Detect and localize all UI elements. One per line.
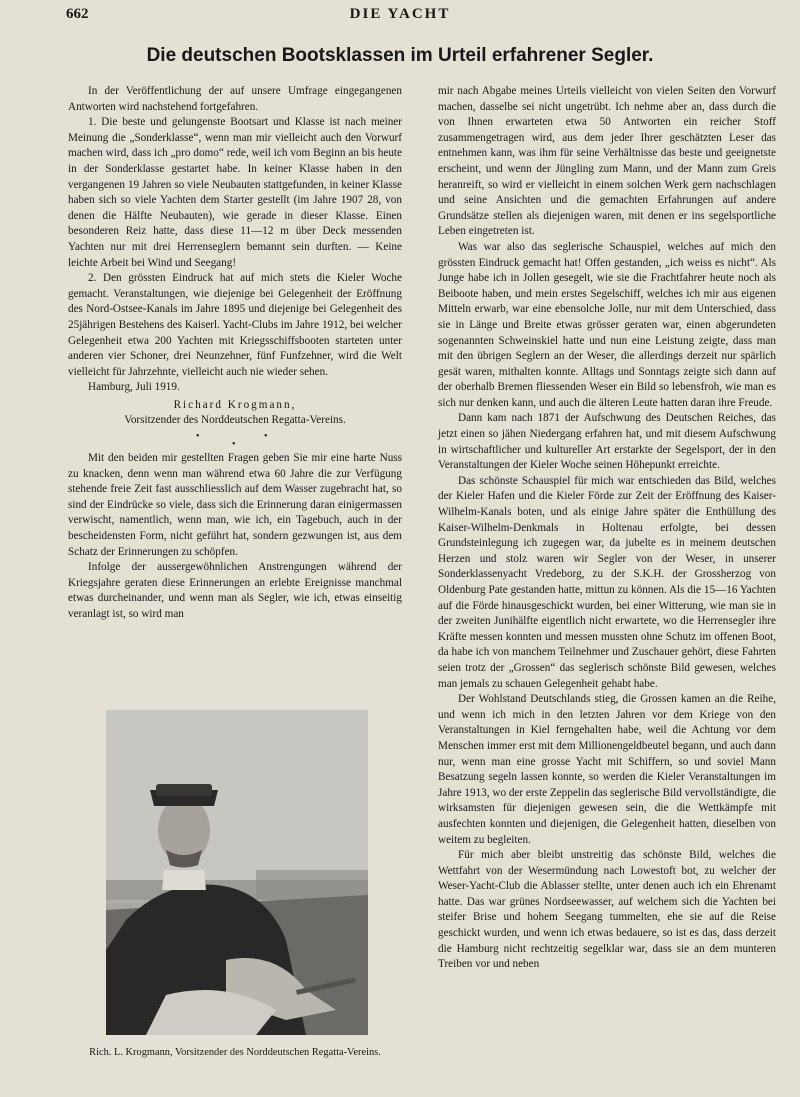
article-title: Die deutschen Bootsklassen im Urteil erfahrener Segler. — [146, 45, 654, 66]
paragraph: 1. Die beste und gelungenste Bootsart und Klasse ist nach meiner Meinung die „Sonderklasse“, wenn man mir vielleicht auch den Vorwurf machen wird, dass ich „pro domo“ rede, weil ich vom Beginn an bis heute in der Sonderklasse gestartet habe. In keiner Klasse haben in den vergangenen 19 Jahren so viele Neubauten stattgefunden, in keiner Klasse haben sich so viele Yachten dem Starter gestellt (im Jahre 1907 28, von denen die Hälfte Neubauten), wie gerade in dieser Klasse. Einen besonderen Reiz hatte, dass diese 11—12 m über Deck messenden Yachten nur mit drei Herrenseglern bemannt sein durften. — Keine leichte Arbeit bei Wind und Seegang! — [68, 116, 402, 269]
separator-dot: • — [264, 431, 268, 443]
separator-dot: • — [196, 431, 200, 443]
paragraph: Für mich aber bleibt unstreitig das schönste Bild, welches die Wettfahrt von der Wesermündung nach Lowestoft bot, zu welcher der Weser-Yacht-Club die Ablasser stellte, unter denen auch ich ein Ehrenamt hatte. Das war grünes Nordseewasser, auf welchem sich die Yachten bei steifer Brise und hohem Seegang tummelten, ehe sie auf die Reise geschickt wurden, und wenn ich etwas bedauere, so ist es das, dass derzeit die Hamburg nicht rechtzeitig segelklar war, dass sie an dem munteren Treiben vor und neben — [438, 849, 776, 971]
paragraph: Dann kam nach 1871 der Aufschwung des Deutschen Reiches, das jetzt einen so jähen Niedergang erfahren hat, und mit diesem Aufschwung in wirtschaftlicher und kultureller Art erstarkte der Segelsport, der in den Veranstaltungen der Kieler Woche seinen Höhepunkt erreichte. — [438, 412, 776, 472]
right-column — [438, 84, 776, 973]
paragraph: Infolge der aussergewöhnlichen Anstrengungen während der Kriegsjahre geraten diese Erinnerungen an erlebte Ereignisse manchmal etwas durcheinander, und wenn man als Segler, wie ich, etwas einseitig veranlagt ist, so wird man — [68, 561, 402, 620]
paragraph: In der Veröffentlichung der auf unsere Umfrage eingegangenen Antworten wird nachstehend fortgefahren. — [68, 85, 402, 113]
dateline: Hamburg, Juli 1919. — [88, 381, 180, 394]
paragraph: Der Wohlstand Deutschlands stieg, die Grossen kamen an die Reihe, und wenn ich mich in den letzten Jahren vor dem Kriege von den Veranstaltungen in Kiel ferngehalten habe, weil die Achtung vor dem Menschen immer erst mit dem Millionengeldbeutel begann, und auch dann nur, wenn man eine grosse Yacht mit Schiffern, so und soviel Mann Besatzung segeln lassen konnte, so werden die Kieler Veranstaltungen im Jahre 1913, wo der erste Zeppelin das seglerische Bild vervollständigte, die wirksamsten für diejenigen gewesen sein, die die Wettkämpfe mit ausfechten konnten und diejenigen, die Gelegenheit hatten, dieselben von weitem zu begleiten. — [438, 693, 777, 846]
photo-caption: Rich. L. Krogmann, Vorsitzender des Norddeutschen Regatta-Vereins. — [89, 1047, 381, 1058]
signature-role: Vorsitzender des Norddeutschen Regatta-Vereins. — [124, 414, 346, 427]
portrait-illustration — [106, 710, 368, 1035]
section-separator — [68, 429, 402, 451]
separator-dot: • — [232, 439, 236, 451]
page-number: 662 — [66, 6, 89, 22]
paragraph: mir nach Abgabe meines Urteils vielleicht von vielen Seiten den Vorwurf machen, dasselbe sei nicht ungetrübt. Ich nehme aber an, dass durch die von Ihnen erwarteten etwa 50 Antworten ein reicher Stoff zusammengetragen wird, aus dem jeder Ihrer geschätzten Leser das entnehmen kann, was ihm für seine Verhältnisse das beste und geeignetste erscheint, und wenn der Jüngling zum Mann, und der Mann zum Greis heranreift, so wird er vielleicht in einem solchen Werk gern nachschlagen und seine Ansichten und die gemachten Erfahrungen auf andere Grundsätze stellen als diejenigen waren, mit denen er ins segelsportliche Leben eingetreten ist. — [438, 85, 776, 238]
paragraph: Mit den beiden mir gestellten Fragen geben Sie mir eine harte Nuss zu knacken, denn wenn man während etwa 60 Jahre die zur Verfügung stehende freie Zeit fast ausschliesslich auf dem Wasser zugebracht hat, so sind der Eindrücke so viele, dass sich die Erinnerung daran einigermassen verwischt, namentlich, wenn man, wie ich, ein Tagebuch, auch in der bescheidensten Form, nicht geführt hat, sondern gezwungen ist, aus dem Schatz der Erinnerungen zu schöpfen. — [68, 452, 402, 558]
portrait-photo — [106, 710, 368, 1035]
paragraph: Was war also das seglerische Schauspiel, welches auf mich den grössten Eindruck gemacht hat! Offen gestanden, „ich weiss es nicht“. Als Junge habe ich in Jollen gesegelt, wie sie die Frachtfahrer heute noch als Beiboote haben, und mein erstes Segelschiff, welches ich mir aus eigenen Mitteln erwarb, war eine ebensolche Jolle, nur mit dem Unterschied, dass sie in Länge und Breite etwas grösser geraten war, einen abgerundeten sogenannten Schweinskiel hatte und nun eine Leistung zeigte, dass man mit den übrigen Seglern an der Weser, die allerdings derzeit nur spärlich gesät waren, mithalten konnte. Alltags und Sonntags zeigte sich dann auf der oberhalb Bremen fliessenden Weser ein Bild so lebensfroh, wie man es sich nur denken kann, und auch die älteren Leute hatten daran ihre Freude. — [438, 240, 776, 409]
paragraph: Das schönste Schauspiel für mich war entschieden das Bild, welches der Kieler Hafen und die Kieler Förde zur Zeit der Eröffnung des Kaiser-Wilhelm-Kanals boten, und als einige Jahre später die Enthüllung des Kaiser-Wilhelm-Denkmals in Holtenau erfolgte, bei dessen Grundsteinlegung ich zugegen war, da jubelte es in meinem deutschen Herzen und stolz waren wir Segler von der Weser, in unserer Sonderklassenyacht Vredeborg, zu der S.K.H. der Grossherzog von Oldenburg Pate gestanden hatte, mittun zu können. Als die 15—16 Yachten auf die Förde hinausgeschickt wurden, bei einer Witterung, wie man sie in der zweiten Junihälfte eigentlich nicht erwartete, wo die Herrensegler ihre Kräfte messen konnten und messen mussten ohne Schutz im offenen Boot, da habe ich von manchem Teilnehmer und Zuschauer gehört, diese Fahrten seien trotz der „Grossen“ das seglerisch schönste Bild gewesen, welches man jemals zu schauen Gelegenheit gehabt habe. — [438, 474, 776, 690]
left-column — [68, 84, 402, 623]
signature-name: Richard Krogmann, — [173, 398, 297, 411]
paragraph: 2. Den grössten Eindruck hat auf mich stets die Kieler Woche gemacht. Veranstaltungen, wie diejenige bei Gelegenheit der Eröffnung des Nord-Ostsee-Kanals im Jahre 1895 und diejenige bei Gelegenheit des 25jährigen Bestehens des Kaiserl. Yacht-Clubs im Jahre 1912, bei welcher Gelegenheit etwa 200 Yachten mit Kriegsschiffsbooten starteten unter anderen vier Schoner, drei Neunzehner, fünf Funfzehner, wird die Welt vielleicht für Jahrzehnte, vielleicht auch nie wieder sehen. — [68, 272, 402, 378]
running-title: DIE YACHT — [349, 6, 451, 22]
